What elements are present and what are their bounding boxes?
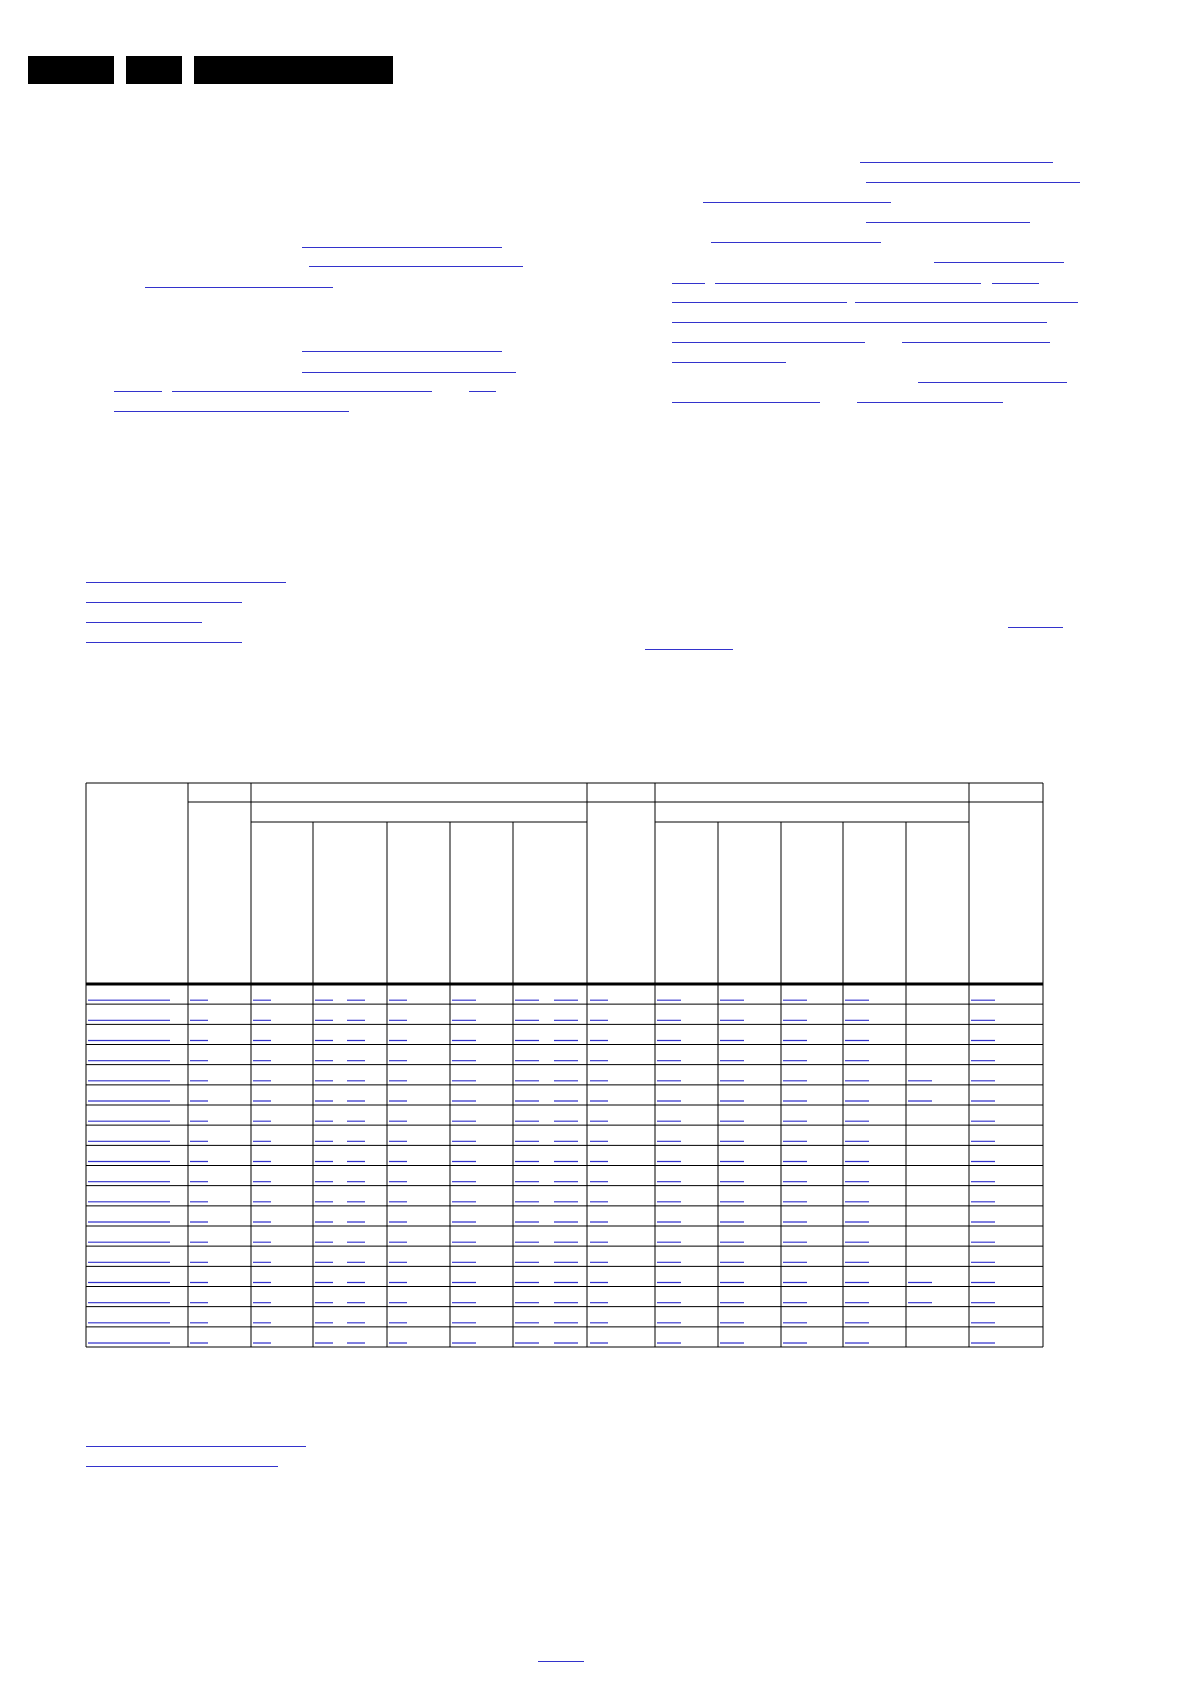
text-link[interactable] [86,1446,306,1447]
text-link[interactable] [86,1466,278,1467]
page-number-link[interactable] [538,1661,584,1662]
